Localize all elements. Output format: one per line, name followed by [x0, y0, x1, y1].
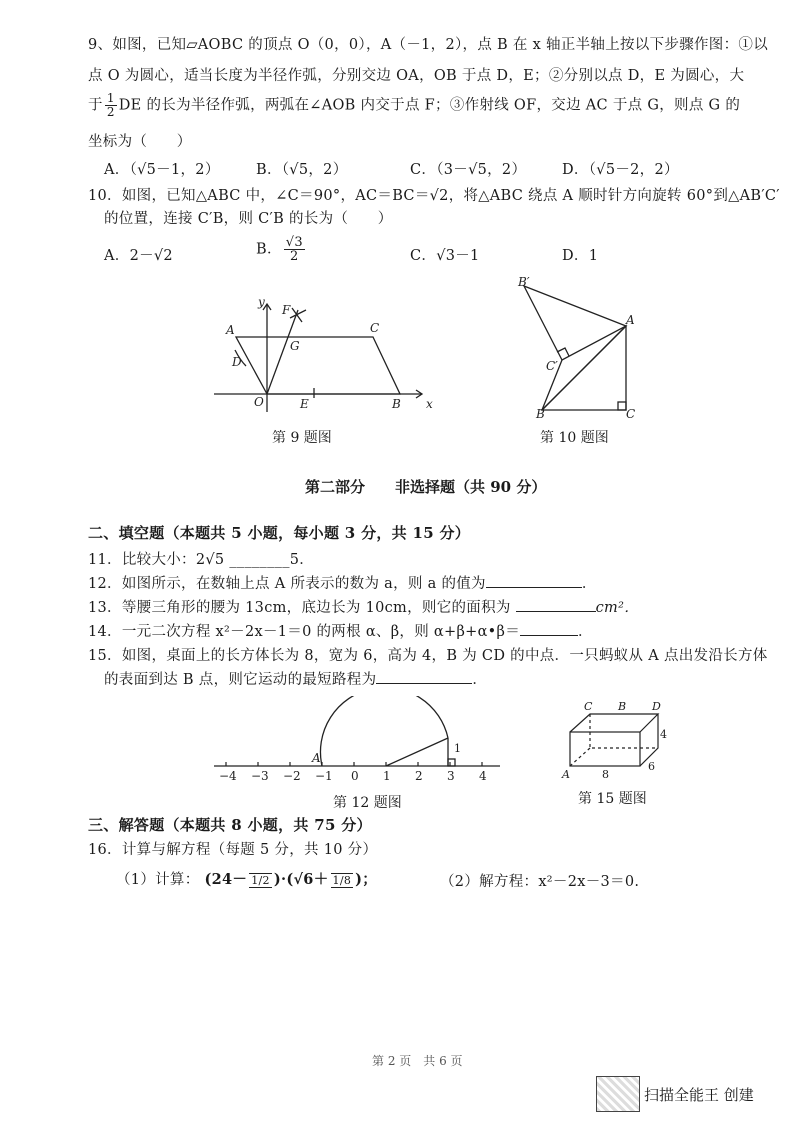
- fig12-tick-label: 4: [479, 769, 487, 783]
- fig10-label-c: C: [626, 407, 636, 421]
- q9-line2: 点 O 为圆心，适当长度为半径作弧，分别交边 OA，OB 于点 D，E；②分别以点 D，E 为圆心，大: [88, 68, 745, 84]
- q13: 13．等腰三角形的腰为 13cm，底边长为 10cm，则它的面积为 cm²．: [88, 600, 640, 616]
- figure-12: [208, 696, 506, 788]
- q14: 14．一元二次方程 x²－2x－1＝0 的两根 α、β，则 α+β+α•β＝ ．: [88, 624, 593, 640]
- q9-line1: 9、如图，已知▱AOBC 的顶点 O（0，0），A（－1，2），点 B 在 x 轴正半轴上按以下步骤作图：①以: [88, 37, 768, 53]
- fig10-label-b: B: [536, 407, 545, 421]
- q9-option-c: C．（3－√5，2）: [410, 162, 527, 178]
- section3-title: 三、解答题（本题共 8 小题，共 75 分）: [88, 816, 372, 834]
- fig12-tick-label: 1: [383, 769, 391, 783]
- q10-option-b: B． $\frac{√3}{2}$: [256, 235, 303, 264]
- fig9-label-b: B: [392, 397, 401, 411]
- fig15-label-b: B: [618, 700, 627, 713]
- scanner-logo-icon: [596, 1076, 640, 1112]
- q9-line3-post: DE 的长为半径作弧，两弧在∠AOB 内交于点 F；③作射线 OF，交边 AC 于点 G，则点 G 的: [118, 97, 741, 114]
- figure-9: [210, 290, 440, 420]
- figure-10: [510, 272, 650, 422]
- fig10-right-angle-c: [618, 402, 626, 410]
- fig15-label-length: 8: [602, 768, 609, 781]
- q9-option-b: B．（√5，2）: [256, 162, 348, 178]
- page-number: 第 2 页 共 6 页: [372, 1054, 463, 1068]
- fig12-tick-label: −4: [219, 769, 237, 783]
- section2-title: 二、填空题（本题共 5 小题，每小题 3 分，共 15 分）: [88, 524, 471, 542]
- fig12-label-1: 1: [454, 742, 461, 755]
- q11: 11．比较大小：2√5 ________5．: [88, 552, 315, 568]
- q15-blank[interactable]: [376, 671, 472, 684]
- q10-option-d: D．1: [562, 248, 599, 264]
- fig15-caption: 第 15 题图: [578, 791, 647, 807]
- q12-blank[interactable]: [486, 575, 582, 588]
- q16-part2: （2）解方程：x²－2x－3＝0.: [440, 874, 640, 890]
- fig9-label-e: E: [300, 397, 309, 411]
- q10-line2: 的位置，连接 C′B，则 C′B 的长为（ ）: [104, 211, 393, 227]
- fig15-label-c: C: [584, 700, 593, 713]
- fig9-label-g: G: [290, 339, 300, 353]
- fig9-parallelogram: [236, 337, 400, 394]
- scanner-credit: 扫描全能王 创建: [644, 1086, 754, 1104]
- fig12-caption: 第 12 题图: [333, 795, 402, 811]
- fig12-tick-label: −3: [251, 769, 269, 783]
- fig10-label-b1: B′: [518, 275, 530, 289]
- fig15-hidden-edges: [590, 714, 658, 748]
- q9-line3-pre: 于: [88, 97, 103, 114]
- q16: 16．计算与解方程（每题 5 分，共 10 分）: [88, 842, 378, 858]
- fig10-triangle-ab1c1: [524, 286, 626, 360]
- fig9-caption: 第 9 题图: [272, 430, 332, 446]
- fig15-hidden-diagonal: [570, 748, 590, 766]
- fig12-tick-label: −2: [283, 769, 301, 783]
- fig9-label-d: D: [232, 355, 242, 369]
- fig12-tick-label: −1: [315, 769, 333, 783]
- q9-line4: 坐标为（ ）: [88, 134, 192, 150]
- q9-line3: [88, 92, 740, 119]
- figure-15: [560, 698, 680, 784]
- fig12-right-angle: [448, 759, 455, 766]
- fig15-side-face: [640, 714, 658, 766]
- part2-title: 第二部分 非选择题（共 90 分）: [305, 478, 547, 496]
- fig12-hypotenuse: [386, 738, 448, 766]
- fig12-arc: [320, 696, 448, 766]
- fig10-label-c1: C′: [546, 359, 558, 373]
- fig12-tick-label: 2: [415, 769, 423, 783]
- fig9-label-x: x: [426, 397, 433, 411]
- q10-line1: 10．如图，已知△ABC 中，∠C＝90°，AC＝BC＝√2，将△ABC 绕点 A 顺时针方向旋转 60°到△AB′C′: [88, 188, 780, 204]
- q16-part1: （1）计算： (24－ 1/2 )·(√6＋ 1/8 )；: [116, 871, 378, 888]
- fig9-label-a: A: [226, 323, 235, 337]
- q13-blank[interactable]: [516, 599, 596, 612]
- q9-fraction: $\frac{1}{2}$: [106, 91, 115, 119]
- q10-option-a: A．2－√2: [104, 248, 173, 264]
- fig9-cross-2: [292, 308, 302, 322]
- q15-line1: 15．如图，桌面上的长方体长为 8，宽为 6，高为 4，B 为 CD 的中点．一只蚂蚁从 A 点出发沿长方体: [88, 648, 768, 664]
- fig12-label-a: A: [312, 751, 321, 765]
- fig15-label-width: 6: [648, 760, 655, 773]
- fig15-label-height: 4: [660, 728, 667, 741]
- fig9-label-f: F: [282, 303, 291, 317]
- q12: 12．如图所示，在数轴上点 A 所表示的数为 a，则 a 的值为 ．: [88, 576, 597, 592]
- q10-option-c: C．√3－1: [410, 248, 480, 264]
- q9-option-d: D．（√5－2，2）: [562, 162, 679, 178]
- fig15-top-face: [570, 714, 658, 732]
- fig12-tick-label: 0: [351, 769, 359, 783]
- fig15-label-a: A: [562, 768, 570, 781]
- fig10-label-a: A: [626, 313, 635, 327]
- fig9-label-o: O: [254, 395, 264, 409]
- q14-blank[interactable]: [520, 623, 578, 636]
- fig9-label-c: C: [370, 321, 380, 335]
- fig15-front-face: [570, 732, 640, 766]
- q9-option-a: A．（√5－1，2）: [104, 162, 220, 178]
- fig15-label-d: D: [652, 700, 661, 713]
- fig12-tick-label: 3: [447, 769, 455, 783]
- fig10-caption: 第 10 题图: [540, 430, 609, 446]
- fig9-label-y: y: [258, 295, 265, 309]
- q15-line2: 的表面到达 B 点，则它运动的最短路程为 ．: [104, 672, 488, 688]
